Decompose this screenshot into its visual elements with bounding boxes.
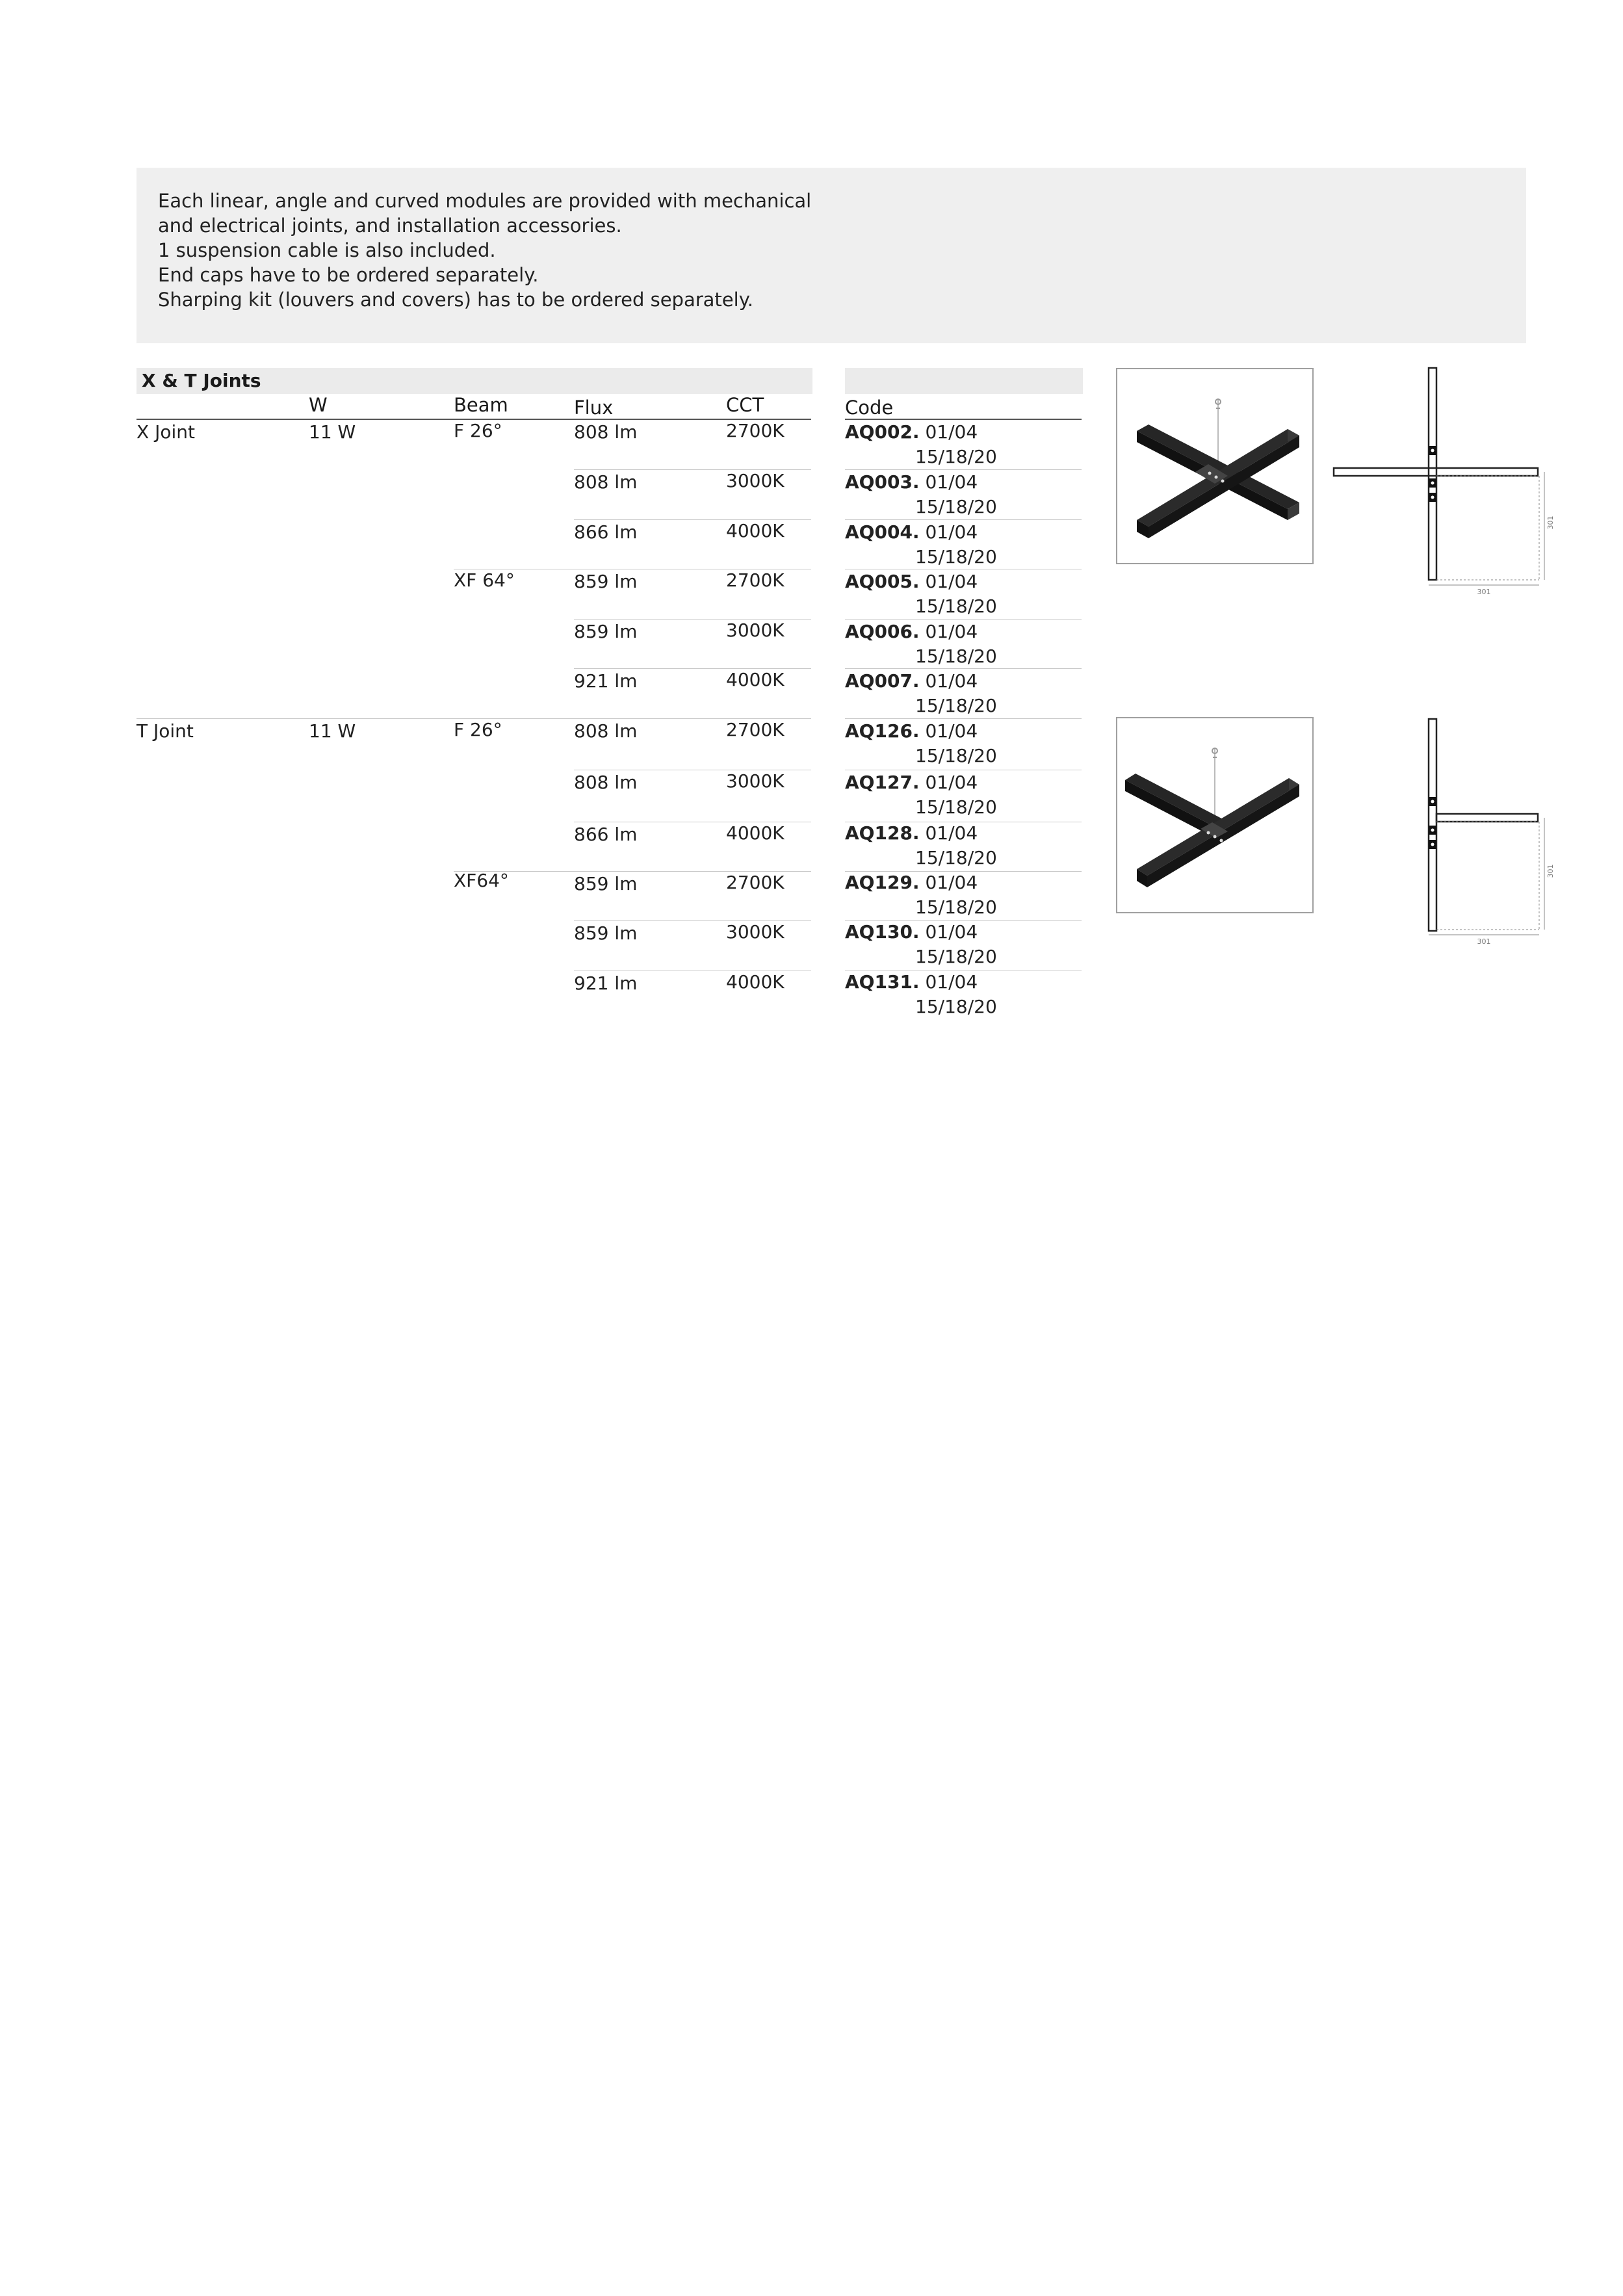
code-cell xyxy=(845,470,978,495)
col-header-cct: CCT xyxy=(726,394,764,416)
code-suffix-2: 15/18/20 xyxy=(915,896,997,918)
flux-cell: 859 lm xyxy=(574,922,638,944)
cct-cell: 4000K xyxy=(726,669,785,690)
beam-cell: XF64° xyxy=(454,870,509,891)
code-cell xyxy=(845,569,978,594)
code-suffix-2: 15/18/20 xyxy=(915,546,997,567)
code-cell xyxy=(845,420,978,445)
group-name: T Joint xyxy=(136,720,194,742)
code-number: AQ007. xyxy=(845,670,920,692)
code-suffix: 01/04 xyxy=(925,872,978,893)
note-line: and electrical joints, and installation accessories. xyxy=(158,215,622,237)
code-suffix: 01/04 xyxy=(925,621,978,642)
col-header-code: Code xyxy=(845,397,894,419)
code-cell xyxy=(845,669,978,694)
section-title: X & T Joints xyxy=(142,370,261,391)
cct-cell: 3000K xyxy=(726,921,785,943)
code-suffix-2: 15/18/20 xyxy=(915,496,997,517)
code-suffix: 01/04 xyxy=(925,571,978,592)
flux-cell: 859 lm xyxy=(574,571,638,592)
code-suffix-2: 15/18/20 xyxy=(915,695,997,716)
x-joint-width-label: 301 xyxy=(1477,588,1491,596)
t-joint-product-image xyxy=(1116,717,1314,913)
cct-cell: 2700K xyxy=(726,719,785,740)
code-number: AQ003. xyxy=(845,471,920,493)
code-number: AQ006. xyxy=(845,621,920,642)
code-number: AQ131. xyxy=(845,971,920,993)
cct-cell: 2700K xyxy=(726,420,785,441)
flux-cell: 808 lm xyxy=(574,720,638,742)
code-cell xyxy=(845,520,978,545)
code-suffix-2: 15/18/20 xyxy=(915,946,997,967)
code-suffix-2: 15/18/20 xyxy=(915,996,997,1017)
flux-cell: 859 lm xyxy=(574,873,638,894)
note-line: Sharping kit (louvers and covers) has to be ordered separately. xyxy=(158,289,753,311)
code-suffix-2: 15/18/20 xyxy=(915,745,997,766)
beam-cell: F 26° xyxy=(454,420,502,441)
code-suffix-2: 15/18/20 xyxy=(915,595,997,617)
cct-cell: 2700K xyxy=(726,569,785,591)
code-number: AQ002. xyxy=(845,421,920,443)
code-cell xyxy=(845,719,978,744)
code-suffix: 01/04 xyxy=(925,822,978,844)
t-joint-technical-drawing xyxy=(1332,715,1566,952)
code-cell xyxy=(845,770,978,795)
cct-cell: 3000K xyxy=(726,470,785,491)
col-header-beam: Beam xyxy=(454,394,508,416)
x-joint-technical-drawing xyxy=(1332,364,1566,601)
cct-cell: 2700K xyxy=(726,872,785,893)
code-suffix: 01/04 xyxy=(925,971,978,993)
code-number: AQ129. xyxy=(845,872,920,893)
x-joint-product-image xyxy=(1116,368,1314,564)
code-cell xyxy=(845,620,978,644)
code-suffix: 01/04 xyxy=(925,670,978,692)
flux-cell: 808 lm xyxy=(574,421,638,443)
code-suffix: 01/04 xyxy=(925,720,978,742)
code-number: AQ130. xyxy=(845,921,920,943)
col-header-flux: Flux xyxy=(574,397,614,419)
code-cell xyxy=(845,970,978,995)
code-suffix-2: 15/18/20 xyxy=(915,646,997,667)
flux-cell: 859 lm xyxy=(574,621,638,642)
flux-cell: 866 lm xyxy=(574,521,638,543)
flux-cell: 808 lm xyxy=(574,471,638,493)
flux-cell: 921 lm xyxy=(574,670,638,692)
cct-cell: 4000K xyxy=(726,971,785,993)
cct-cell: 3000K xyxy=(726,620,785,641)
col-header-w: W xyxy=(309,394,328,416)
flux-cell: 808 lm xyxy=(574,772,638,793)
code-header-bar xyxy=(845,368,1083,394)
note-line: 1 suspension cable is also included. xyxy=(158,239,496,261)
code-cell xyxy=(845,870,978,895)
section-header xyxy=(136,368,812,394)
flux-cell: 921 lm xyxy=(574,972,638,994)
notes-box xyxy=(136,168,1526,343)
x-joint-height-label: 301 xyxy=(1546,515,1555,530)
group-wattage: 11 W xyxy=(309,720,356,742)
code-suffix: 01/04 xyxy=(925,421,978,443)
code-number: AQ126. xyxy=(845,720,920,742)
flux-cell: 866 lm xyxy=(574,824,638,845)
code-suffix: 01/04 xyxy=(925,921,978,943)
group-name: X Joint xyxy=(136,421,195,443)
code-cell xyxy=(845,920,978,945)
code-suffix-2: 15/18/20 xyxy=(915,796,997,818)
group-wattage: 11 W xyxy=(309,421,356,443)
cct-cell: 3000K xyxy=(726,770,785,792)
code-number: AQ004. xyxy=(845,521,920,543)
code-suffix-2: 15/18/20 xyxy=(915,446,997,467)
note-line: End caps have to be ordered separately. xyxy=(158,264,539,286)
code-suffix: 01/04 xyxy=(925,772,978,793)
code-number: AQ005. xyxy=(845,571,920,592)
code-number: AQ127. xyxy=(845,772,920,793)
beam-cell: XF 64° xyxy=(454,569,515,591)
t-joint-height-label: 301 xyxy=(1546,864,1555,878)
beam-cell: F 26° xyxy=(454,719,502,740)
t-joint-width-label: 301 xyxy=(1477,937,1491,946)
cct-cell: 4000K xyxy=(726,520,785,541)
cct-cell: 4000K xyxy=(726,822,785,844)
code-suffix: 01/04 xyxy=(925,521,978,543)
code-cell xyxy=(845,821,978,846)
code-suffix: 01/04 xyxy=(925,471,978,493)
code-suffix-2: 15/18/20 xyxy=(915,847,997,868)
note-line: Each linear, angle and curved modules are provided with mechanical xyxy=(158,190,812,212)
code-number: AQ128. xyxy=(845,822,920,844)
